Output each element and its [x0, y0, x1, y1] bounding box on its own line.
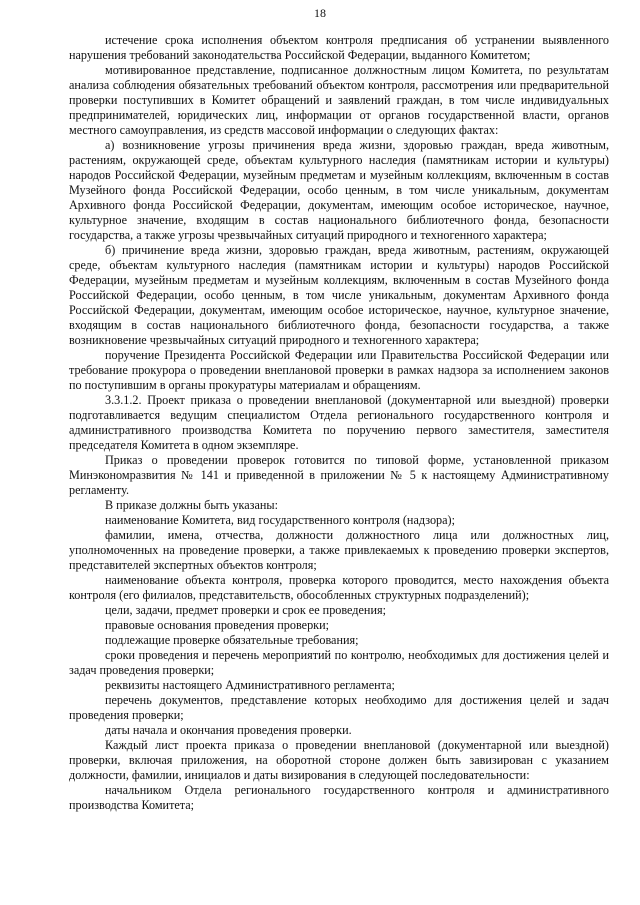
paragraph-section-3-3-1-2: 3.3.1.2. Проект приказа о проведении внеплановой (документарной или выездной) проверки подготавливается ведущим специалистом Отдела регионального государственного контроля и административного производства Комитета по поручению первого заместителя, заместителя председателя Комитета в одном экземпляре.: [69, 393, 609, 452]
list-item-officials: фамилии, имена, отчества, должности должностного лица или должностных лиц, уполномоченных на проведение проверки, а также привлекаемых к проведению проверки экспертов, представителей экспертных объектов контроля;: [69, 528, 609, 572]
paragraph-sheet-approval: Каждый лист проекта приказа о проведении внеплановой (документарной или выездной) проверки, включая приложения, на оборотной стороне должен быть завизирован с указанием должности, фамилии, инициалов и даты визирования в следующей последовательности:: [69, 738, 609, 782]
document-body: [69, 33, 609, 813]
list-item-documents-list: перечень документов, представление которых необходимо для достижения целей и задач проведения проверки;: [69, 693, 609, 722]
paragraph-department-head: начальником Отдела регионального государственного контроля и административного производства Комитета;: [69, 783, 609, 812]
paragraph-harm-caused: б) причинение вреда жизни, здоровью граждан, вреда животным, растениям, окружающей среде, объектам культурного наследия (памятникам истории и культуры) народов Российской Федерации, музейным предметам и музейным коллекциям, включенным в состав Музейного фонда Российской Федерации, особо ценным, в том числе уникальным, документам Архивного фонда Российской Федерации, документам, имеющим особое историческое, научное, культурное значение, входящим в состав национального библиотечного фонда, безопасности государства, а также возникновение чрезвычайных ситуаций природного и техногенного характера;: [69, 243, 609, 347]
list-item-committee-name: наименование Комитета, вид государственного контроля (надзора);: [105, 513, 456, 527]
list-item-regulation-details: реквизиты настоящего Административного регламента;: [105, 678, 395, 692]
list-item-legal-grounds: правовые основания проведения проверки;: [105, 618, 329, 632]
paragraph-president-order: поручение Президента Российской Федерации или Правительства Российской Федерации или требование прокурора о проведении внеплановой проверки в рамках надзора за исполнением законов по поступившим в органы прокуратуры материалам и обращениям.: [69, 348, 609, 392]
list-item-requirements: подлежащие проверке обязательные требования;: [105, 633, 359, 647]
page-number: 18: [314, 6, 326, 20]
list-item-terms-and-measures: сроки проведения и перечень мероприятий по контролю, необходимых для достижения целей и задач проведения проверки;: [69, 648, 609, 677]
paragraph-threat-of-harm: а) возникновение угрозы причинения вреда жизни, здоровью граждан, вреда животным, растениям, окружающей среде, объектам культурного наследия (памятникам истории и культуры) народов Российской Федерации, музейным предметам и музейным коллекциям, включенным в состав Музейного фонда Российской Федерации, особо ценным, в том числе уникальным, документам Архивного фонда Российской Федерации, документам, имеющим особое историческое, научное, культурное значение, входящим в состав национального библиотечного фонда, безопасности государства, а также угрозы чрезвычайных ситуаций природного и техногенного характера;: [69, 138, 609, 242]
list-item-goals: цели, задачи, предмет проверки и срок ее проведения;: [105, 603, 386, 617]
paragraph-order-contents-intro: В приказе должны быть указаны:: [105, 498, 279, 512]
paragraph-expired-order-deadline: истечение срока исполнения объектом контроля предписания об устранении выявленного нарушения требований законодательства Российской Федерации, выданного Комитетом;: [69, 33, 609, 62]
paragraph-motivated-submission: мотивированное представление, подписанное должностным лицом Комитета, по результатам анализа соблюдения обязательных требований объектом контроля, рассмотрения или предварительной проверки поступивших в Комитет обращений и заявлений граждан, в том числе индивидуальных предпринимателей, юридических лиц, информации от органов государственной власти, органов местного самоуправления, из средств массовой информации о следующих фактах:: [69, 63, 609, 137]
paragraph-standard-form: Приказ о проведении проверок готовится по типовой форме, установленной приказом Минэкономразвития № 141 и приведенной в приложении № 5 к настоящему Административному регламенту.: [69, 453, 609, 497]
list-item-dates: даты начала и окончания проведения проверки.: [105, 723, 352, 737]
list-item-control-object: наименование объекта контроля, проверка которого проводится, место нахождения объекта контроля (его филиалов, представительств, обособленных структурных подразделений);: [69, 573, 609, 602]
